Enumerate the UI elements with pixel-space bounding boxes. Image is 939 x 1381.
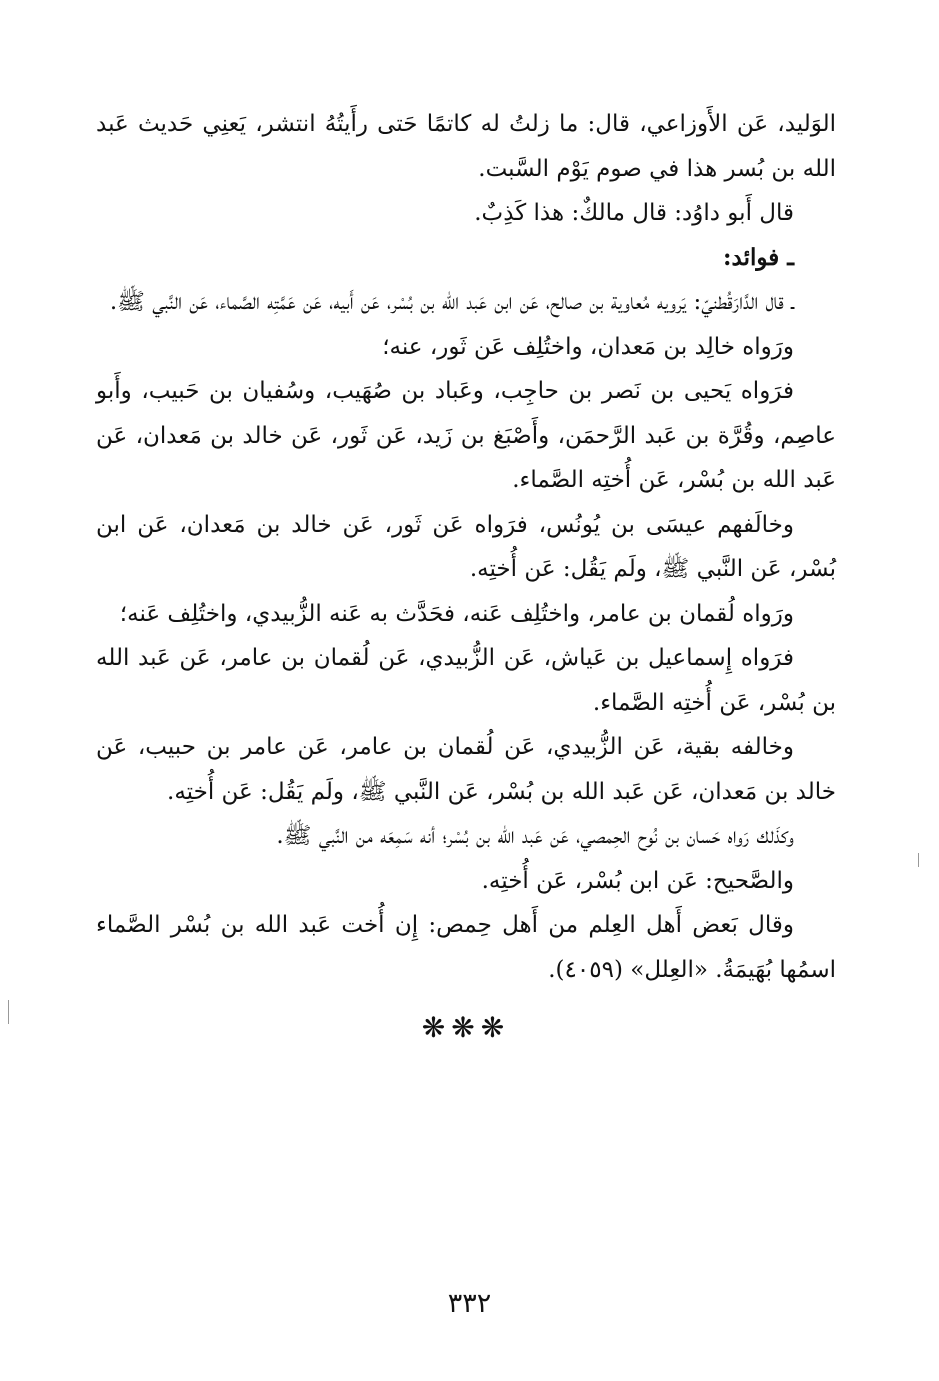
page-number: ٣٣٢	[447, 1288, 492, 1319]
section-separator: ❋❋❋	[421, 1011, 511, 1044]
paragraph: فرَواه إِسماعيل بن عَياش، عَن الزُّبيدي، عَن لُقمان بن عامر، عَن عَبد الله بن بُسْر، عَن أُختِه الصَّماء.	[96, 645, 836, 716]
paragraph: وكذَلك رَواه حَسان بن نُوح الحِمصي، عَن عَبد الله بن بُسْر؛ أنه سَمِعَه من النَّبي ﷺ.	[276, 823, 794, 849]
scan-margin-mark	[918, 853, 919, 867]
paragraph: الوَليد، عَن الأَوزاعي، قال: ما زلتُ له كاتمًا حَتى رأَيتُهُ انتشر، يَعنِي حَديث عَبد الله بن بُسر هذا في صوم يَوْم السَّبت.	[96, 111, 836, 182]
paragraph: والصَّحيح: عَن ابن بُسْر، عَن أُختِه.	[481, 867, 794, 894]
paragraph: وخالفه بقية، عَن الزُّبيدي، عَن لُقمان بن عامر، عَن عامر بن حبيب، عَن خالد بن مَعدان، عَن عَبد الله بن بُسْر، عَن النَّبي ﷺ، ولَم يَقُل: عَن أُختِه.	[96, 734, 836, 805]
paragraph: وخالَفهم عيسَى بن يُونُس، فرَواه عَن ثَور، عَن خالد بن مَعدان، عَن ابن بُسْر، عَن النَّبي ﷺ، ولَم يَقُل: عَن أُختِه.	[96, 511, 836, 582]
scan-margin-mark	[8, 1000, 9, 1024]
paragraph-abu-dawud: قال أَبو داوُد: قال مالكٌ: هذا كَذِبٌ.	[474, 200, 794, 226]
heading-fawaid: ـ فوائد:	[723, 243, 794, 271]
paragraph-final: وقال بَعض أَهل العِلم من أَهل حِمص: إِن أُخت عَبد الله بن بُسْر الصَّماء اسمُها بُهَيمَةُ. «العِلل» (٤٠٥٩).	[96, 912, 836, 983]
main-text	[96, 102, 836, 1051]
paragraph: ورَواه خالِد بن مَعدان، واختُلِف عَن ثَور، عنه؛	[382, 333, 794, 360]
paragraph: ـ قال الدَّارَقُطنيّ: يَرويه مُعاوية بن صالح، عَن ابن عَبد الله بن بُسْر، عَن أَبيه، عَن عَمَّتِه الصَّماء، عَن النَّبي ﷺ.	[109, 289, 794, 315]
paragraph: ورَواه لُقمان بن عامر، واختُلِف عَنه، فحَدَّث به عَنه الزُّبيدي، واختُلِف عَنه؛	[119, 600, 794, 627]
paragraph: فرَواه يَحيى بن نَصر بن حاجِب، وعَباد بن صُهَيب، وسُفيان بن حَبيب، وأَبو عاصِم، وقُرَّة بن عَبد الرَّحمَن، وأَصْبَغ بن زَيد، عَن ثَور، عَن خالد بن مَعدان، عَن عَبد الله بن بُسْر، عَن أُختِه الصَّماء.	[96, 378, 836, 493]
